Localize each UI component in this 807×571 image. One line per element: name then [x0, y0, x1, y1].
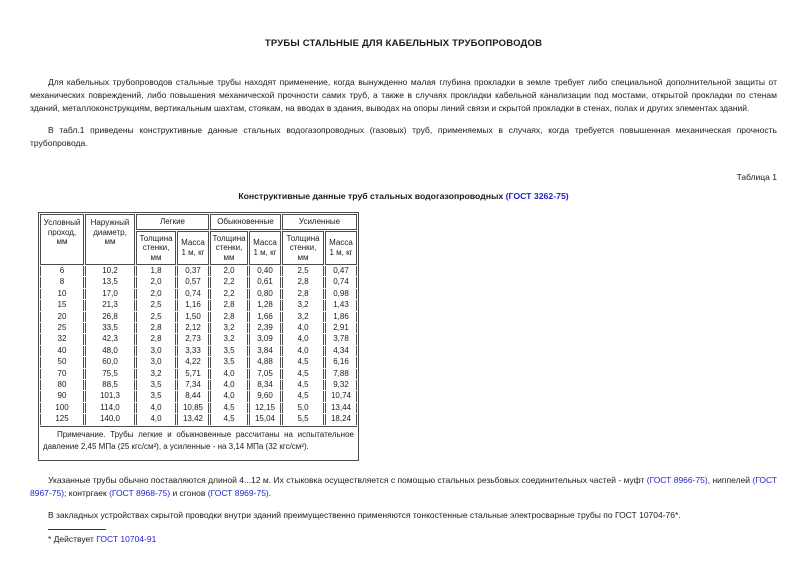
table-cell: 4,0: [210, 380, 248, 390]
table-note: Примечание. Трубы легкие и обыкновенные рассчитаны на испытательное давление 2,45 МПа (25 кгс/см²), а усиленные - на 3,14 МПа (32 кгс/см²).: [40, 426, 357, 459]
table-row: [40, 357, 357, 367]
gost-link-8966-75[interactable]: (ГОСТ 8966-75): [646, 474, 708, 485]
table-cell: 42,3: [85, 334, 135, 344]
header-outer-diameter: Наружный диаметр, мм: [85, 214, 135, 265]
table-cell: 4,5: [282, 391, 324, 401]
header-group-light: Легкие: [136, 214, 209, 230]
outro-paragraph-joints: [30, 474, 777, 500]
table-cell: 3,09: [249, 334, 281, 344]
gost-link-8967-75[interactable]: (ГОСТ 8967-75): [30, 474, 777, 498]
table-cell: 1,16: [177, 300, 209, 310]
outro-paragraph-embedded: В закладных устройствах скрытой проводки внутри зданий преимущественно применяются тонкостенные стальные электросварные трубы по ГОСТ 10704-76*.: [48, 509, 681, 520]
table-cell: 2,39: [249, 323, 281, 333]
intro-paragraph-2: В табл.1 приведены конструктивные данные стальных водогазопроводных (газовых) труб, применяемых в случаях, когда требуется повышенная механическая прочность трубопровода.: [30, 125, 777, 148]
pipe-data-table: [38, 212, 359, 461]
table-cell: 9,32: [325, 380, 357, 390]
table-cell: 13,42: [177, 414, 209, 424]
table-cell: 88,5: [85, 380, 135, 390]
table-row: [40, 300, 357, 310]
table-cell: 70: [40, 369, 84, 379]
gost-link-8968-75[interactable]: (ГОСТ 8968-75): [109, 487, 171, 498]
table-cell: 3,78: [325, 334, 357, 344]
table-cell: 8,34: [249, 380, 281, 390]
table-cell: 18,24: [325, 414, 357, 424]
table-cell: 2,91: [325, 323, 357, 333]
table-cell: 6: [40, 266, 84, 276]
table-cell: 6,16: [325, 357, 357, 367]
table-note-row: [40, 426, 357, 459]
table-header: [40, 214, 357, 265]
header-mass-light: Масса 1 м, кг: [177, 231, 209, 266]
table-cell: 17,0: [85, 289, 135, 299]
table-cell: 12,15: [249, 403, 281, 413]
table-cell: 4,0: [210, 391, 248, 401]
table-cell: 2,8: [282, 289, 324, 299]
table-cell: 4,0: [136, 414, 176, 424]
table-cell: 4,34: [325, 346, 357, 356]
table-cell: 25: [40, 323, 84, 333]
table-cell: 7,88: [325, 369, 357, 379]
table-cell: 1,28: [249, 300, 281, 310]
table-cell: 3,5: [210, 346, 248, 356]
table-cell: 3,2: [282, 300, 324, 310]
table-cell: 10,74: [325, 391, 357, 401]
table-cell: 20: [40, 312, 84, 322]
table-cell: 75,5: [85, 369, 135, 379]
table-cell: 2,2: [210, 277, 248, 287]
table-row: [40, 334, 357, 344]
table-cell: 2,5: [282, 266, 324, 276]
table-cell: 40: [40, 346, 84, 356]
table-row: [40, 380, 357, 390]
table-cell: 5,0: [282, 403, 324, 413]
table-cell: 3,5: [136, 380, 176, 390]
table-caption: [30, 191, 777, 201]
text-segment: и сгонов: [170, 487, 208, 498]
table-cell: 21,3: [85, 300, 135, 310]
table-cell: 3,0: [136, 357, 176, 367]
table-cell: 8: [40, 277, 84, 287]
text-segment: Указанные трубы обычно поставляются длиной 4...12 м. Их стыковка осуществляется с помощью стальных резьбовых соединительных частей - муфт: [48, 474, 647, 485]
table-cell: 4,5: [282, 357, 324, 367]
footnote: [48, 533, 777, 546]
table-cell: 2,8: [210, 312, 248, 322]
header-thickness-ordinary: Толщина стенки, мм: [210, 231, 248, 266]
table-cell: 4,5: [210, 403, 248, 413]
table-row: [40, 369, 357, 379]
header-mass-ordinary: Масса 1 м, кг: [249, 231, 281, 266]
table-cell: 4,0: [282, 346, 324, 356]
table-cell: 0,80: [249, 289, 281, 299]
table-cell: 4,0: [210, 369, 248, 379]
table-cell: 4,88: [249, 357, 281, 367]
table-cell: 4,0: [136, 403, 176, 413]
table-caption-text: Конструктивные данные труб стальных водогазопроводных: [238, 191, 506, 201]
table-cell: 48,0: [85, 346, 135, 356]
footnote-marker: * Действует: [48, 533, 97, 544]
table-cell: 3,0: [136, 346, 176, 356]
table-cell: 125: [40, 414, 84, 424]
table-row: [40, 289, 357, 299]
gost-link-10704-91[interactable]: ГОСТ 10704-91: [96, 533, 157, 544]
table-cell: 1,86: [325, 312, 357, 322]
table-cell: 0,98: [325, 289, 357, 299]
table-cell: 7,05: [249, 369, 281, 379]
table-cell: 2,8: [136, 323, 176, 333]
table-cell: 3,33: [177, 346, 209, 356]
table-cell: 1,50: [177, 312, 209, 322]
table-cell: 90: [40, 391, 84, 401]
table-cell: 0,74: [177, 289, 209, 299]
table-cell: 15,04: [249, 414, 281, 424]
table-cell: 0,74: [325, 277, 357, 287]
table-row: [40, 323, 357, 333]
table-number-label: Таблица 1: [736, 172, 777, 182]
table-cell: 2,5: [136, 312, 176, 322]
table-cell: 140,0: [85, 414, 135, 424]
table-row: [40, 266, 357, 276]
text-segment: .: [268, 487, 272, 498]
table-cell: 3,2: [210, 334, 248, 344]
table-cell: 0,47: [325, 266, 357, 276]
table-cell: 2,8: [136, 334, 176, 344]
table-row: [40, 312, 357, 322]
header-group-reinforced: Усиленные: [282, 214, 357, 230]
table-cell: 5,71: [177, 369, 209, 379]
table-cell: 1,43: [325, 300, 357, 310]
table-cell: 32: [40, 334, 84, 344]
table-cell: 10: [40, 289, 84, 299]
table-cell: 0,37: [177, 266, 209, 276]
table-cell: 15: [40, 300, 84, 310]
intro-paragraph-1: Для кабельных трубопроводов стальные трубы находят применение, когда вынужденно малая глубина прокладки в земле требует либо специальной дополнительной защиты от механических повреждений, либо повышения механической прочности самих труб, а также в случаях прокладки кабельной канализации под мостами, открытой прокладки по стенам зданий, металлоконструкциям, вертикальным шахтам, стоякам, на вводах в здания, выводах на опоры линий связи и скрытой прокладки в стенах, полах и других элементах зданий.: [30, 77, 777, 113]
table-cell: 2,8: [282, 277, 324, 287]
table-row: [40, 391, 357, 401]
table-cell: 3,2: [282, 312, 324, 322]
table-cell: 4,5: [282, 380, 324, 390]
table-row: [40, 277, 357, 287]
table-cell: 4,5: [210, 414, 248, 424]
table-cell: 101,3: [85, 391, 135, 401]
table-cell: 3,84: [249, 346, 281, 356]
page-title: ТРУБЫ СТАЛЬНЫЕ ДЛЯ КАБЕЛЬНЫХ ТРУБОПРОВОДОВ: [264, 38, 543, 49]
gost-link-3262-75[interactable]: (ГОСТ 3262-75): [505, 191, 569, 201]
table-row: [40, 403, 357, 413]
table-cell: 100: [40, 403, 84, 413]
table-cell: 2,8: [210, 300, 248, 310]
table-cell: 2,0: [136, 277, 176, 287]
header-mass-reinforced: Масса 1 м, кг: [325, 231, 357, 266]
table-cell: 2,0: [136, 289, 176, 299]
table-cell: 1,8: [136, 266, 176, 276]
footnote-divider: [48, 529, 106, 530]
table-cell: 3,2: [210, 323, 248, 333]
table-cell: 9,60: [249, 391, 281, 401]
text-segment: ; контргаек: [64, 487, 110, 498]
header-thickness-reinforced: Толщина стенки, мм: [282, 231, 324, 266]
table-cell: 2,12: [177, 323, 209, 333]
gost-link-8969-75[interactable]: (ГОСТ 8969-75): [207, 487, 269, 498]
table-cell: 3,2: [136, 369, 176, 379]
header-thickness-light: Толщина стенки, мм: [136, 231, 176, 266]
table-cell: 0,40: [249, 266, 281, 276]
table-cell: 7,34: [177, 380, 209, 390]
table-cell: 2,0: [210, 266, 248, 276]
table-cell: 50: [40, 357, 84, 367]
table-cell: 10,85: [177, 403, 209, 413]
table-cell: 60,0: [85, 357, 135, 367]
table-cell: 2,73: [177, 334, 209, 344]
table-cell: 1,66: [249, 312, 281, 322]
table-cell: 114,0: [85, 403, 135, 413]
table-cell: 0,61: [249, 277, 281, 287]
table-cell: 13,5: [85, 277, 135, 287]
table-cell: 8,44: [177, 391, 209, 401]
table-cell: 33,5: [85, 323, 135, 333]
text-segment: , ниппелей: [707, 474, 753, 485]
table-cell: 4,0: [282, 334, 324, 344]
table-cell: 3,5: [136, 391, 176, 401]
table-cell: 4,5: [282, 369, 324, 379]
table-cell: 0,57: [177, 277, 209, 287]
table-cell: 5,5: [282, 414, 324, 424]
table-cell: 4,0: [282, 323, 324, 333]
table-cell: 10,2: [85, 266, 135, 276]
table-cell: 3,5: [210, 357, 248, 367]
table-cell: 26,8: [85, 312, 135, 322]
table-cell: 4,22: [177, 357, 209, 367]
table-body: [40, 266, 357, 425]
table-row: [40, 414, 357, 424]
table-cell: 80: [40, 380, 84, 390]
table-cell: 2,2: [210, 289, 248, 299]
table-cell: 13,44: [325, 403, 357, 413]
header-bore: Условный проход, мм: [40, 214, 84, 265]
table-row: [40, 346, 357, 356]
header-group-ordinary: Обыкновенные: [210, 214, 281, 230]
table-cell: 2,5: [136, 300, 176, 310]
